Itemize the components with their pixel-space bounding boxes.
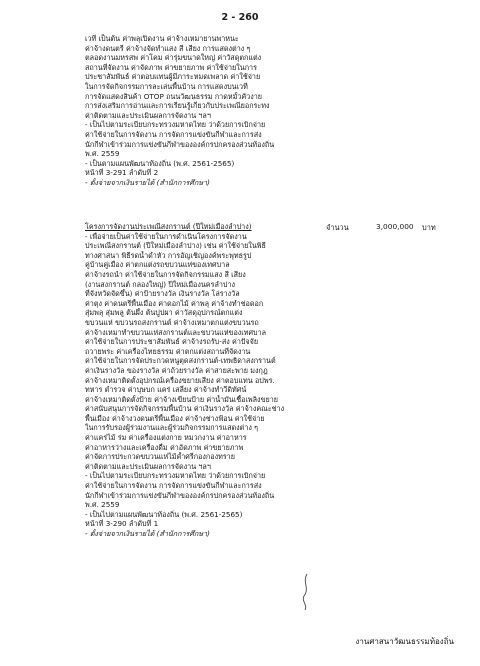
text-line: ค่าใช้จ่ายในการจัดงาน การจัดการแข่งขันกีฬาและการส่ง xyxy=(85,129,262,139)
amount-unit: บาท xyxy=(422,223,436,232)
text-line: - เป็นตามแผนพัฒนาท้องถิ่น (พ.ศ. 2561-2565) xyxy=(85,158,235,168)
signature-mark xyxy=(298,572,312,612)
text-line: ค่าจ้างเหมาติดตั้งอุปกรณ์เครื่องขยายเสียง ค่าตอบแทน อปพร. xyxy=(85,375,275,385)
text-line: คู่บ้านคู่เมือง ค่าตกแต่งรถขบวนแห่ของเทศบาล xyxy=(85,260,230,270)
text-line: สถานที่จัดงาน ค่าจัดภาพ ค่าขยายภาพ ค่าใช้จ่ายในการ xyxy=(85,62,257,72)
text-line: ค่าอาหารว่างและเครื่องดื่ม ค่าอัดภาพ ค่าขยายภาพ xyxy=(85,442,244,452)
text-line: สุ่มพลุ สุ่มพลู ต้นผึ้ง ต้นปูปผา ค่าวัสดุอุปกรณ์ตกแต่ง xyxy=(85,308,243,318)
text-line: นักกีฬาเข้าร่วมการแข่งขันกีฬาขององค์กรปกครองส่วนท้องถิ่น xyxy=(85,139,275,149)
text-line: พื้นเมือง ค่าจ้างวงดนตรีพื้นเมือง ค่าจ้างช่างฟ้อน ค่าใช้จ่าย xyxy=(85,413,265,423)
text-line: ประเพณีสงกรานต์ (ปีใหม่เมืองลำปาง) เช่น ค่าใช้จ่ายในพิธี xyxy=(85,241,266,251)
budget-item-songkran xyxy=(85,222,307,539)
text-line: ค่าเงินรางวัล ของรางวัล ค่าถ้วยรางวัล ค่าสายสะพาย มงกุฎ xyxy=(85,365,268,375)
text-line: ค่าตุง ค่าดนตรีพื้นเมือง ค่าดอกไม้ ค่าพลุ ค่าจ้างทำช่อดอก xyxy=(85,298,264,308)
text-line: นักกีฬาเข้าร่วมการแข่งขันกีฬาขององค์กรปกครองส่วนท้องถิ่น xyxy=(85,490,275,500)
text-line: การส่งเสริมการอ่านและการเรียนรู้เกี่ยวกับประเพณียอกระทง xyxy=(85,101,270,111)
project-title: โครงการจัดงานประเพณีสงกรานต์ (ปีใหม่เมืองลำปาง) xyxy=(85,222,252,231)
text-line: - เป็นไปตามระเบียบกระทรวงมหาดไทย ว่าด้วยการเบิกจ่าย xyxy=(85,471,266,481)
text-line: ค่าจ้างดนตรี ค่าจ้างจัดทำแสง สี เสียง การแสดงต่าง ๆ xyxy=(85,43,251,53)
text-line: ค่าจ้างเหมาทำขบวนแห่สงกรานต์และขบวนแห่ของเทศบาล xyxy=(85,327,267,337)
text-line: (งานสงกรานต์ กลองใหญ่) ปีใหม่เมืองนครลำปาง xyxy=(85,279,236,289)
text-line: - ตั้งจ่ายจากเงินรายได้ (สำนักการศึกษา) xyxy=(85,177,210,187)
text-line: การจัดแสดงสินค้า OTOP ถนนวัฒนธรรม กาดหมั้วคัวงาย xyxy=(85,91,262,101)
text-line: ที่จังหวัดจัดขึ้น) ค่าป้ายรางวัล เงินรางวัล โล่รางวัล xyxy=(85,289,240,299)
text-line: ทหาร ตำรวจ ค่าบุษบก แคร่ เสลี่ยง ค่าจ้างทำวีดิทัศน์ xyxy=(85,385,247,395)
text-line: - เป็นไปตามแผนพัฒนาท้องถิ่น (พ.ศ. 2561-2565) xyxy=(85,509,243,519)
text-line: - เป็นไปตามระเบียบกระทรวงมหาดไทย ว่าด้วยการเบิกจ่าย xyxy=(85,120,266,130)
text-line: ค่าใช้จ่ายในการประชาสัมพันธ์ ค่าจ้างรถรับ-ส่ง ค่าปัจจัย xyxy=(85,337,259,347)
text-line: หน้าที่ 3-291 ลำดับที่ 2 xyxy=(85,168,159,178)
text-line: พ.ศ. 2559 xyxy=(85,149,120,159)
amount-label: จำนวน xyxy=(326,223,349,232)
text-line: ค่าจ้างเหมาติดตั้งป้าย ค่าจ้างเขียนป้าย ค่าน้ำมันเชื้อเพลิงขยาย xyxy=(85,394,278,404)
text-line: ค่าจ้างรถนำ ค่าใช้จ่ายในการจัดกิจกรรมแสง สี เสียง xyxy=(85,269,246,279)
text-line: ค่าติดตามและประเมินผลการจัดงาน ฯลฯ xyxy=(85,110,211,120)
text-line: - เพื่อจ่ายเป็นค่าใช้จ่ายในการดำเนินโครงการจัดงาน xyxy=(85,231,247,241)
text-line: ค่าติดตามและประเมินผลการจัดงาน ฯลฯ xyxy=(85,461,211,471)
text-line: หน้าที่ 3-290 ลำดับที่ 1 xyxy=(85,519,159,529)
page-number: 2 - 260 xyxy=(221,12,259,23)
text-line: ค่าสนับสนุนการจัดกิจกรรมพื้นบ้าน ค่าเงินรางวัล ค่าจ้างคณะช่าง xyxy=(85,404,285,414)
amount-value: 3,000,000 xyxy=(376,222,414,231)
budget-item-previous xyxy=(85,34,307,188)
text-line: ค่าใช้จ่ายในการจัดประกวดหนูตุดสงกรานต์-เทพธิดาสงกรานต์ xyxy=(85,356,276,366)
text-line: ค่าใช้จ่ายในการจัดงาน การจัดการแข่งขันกีฬาและการส่ง xyxy=(85,481,262,491)
text-line: ประชาสัมพันธ์ ค่าตอบแทนผู้มีภาระหมดเพลาด ค่าใช้จ่าย xyxy=(85,72,261,82)
text-line: ค่าจัดการประกวดขบวนแห่ไม้ค้ำศรีกองกองทราย xyxy=(85,452,235,462)
text-line: พ.ศ. 2559 xyxy=(85,500,120,510)
text-line: - ตั้งจ่ายจากเงินรายได้ (สำนักการศึกษา) xyxy=(85,529,210,538)
text-line: ตลอดงานมหรสพ ค่าโคม ค่ารุ่มขนาดใหญ่ ค่าวัสดุตกแต่ง xyxy=(85,53,262,63)
text-line: ค่าแคร่ไม้ ร่ม ค่าเครื่องแต่งกาย หมวกงาน ค่าอาหาร xyxy=(85,433,247,443)
text-line: ในการจัดกิจกรรมการละเล่นพื้นบ้าน การแสดงบนเวที xyxy=(85,81,248,91)
text-line: เวที เป็นต้น ค่าพลุเปิดงาน ค่าจ้างเหมายานพาหนะ xyxy=(85,34,239,43)
text-line: ทางศาสนา พิธีรดน้ำดำหัว การอัญเชิญองค์พระพุทธรูป xyxy=(85,250,252,260)
department-footer: งานศาสนาวัฒนธรรมท้องถิ่น xyxy=(355,637,454,646)
text-line: ถวายพระ ค่าเครื่องไทยธรรม ค่าตกแต่งสถานที่จัดงาน xyxy=(85,346,251,356)
text-line: ขบวนแห่ ขบวนรถสงกรานต์ ค่าจ้างเหมาตกแต่งขบวนรถ xyxy=(85,317,259,327)
text-line: ในการรับรองผู้ร่วมงานและผู้ร่วมกิจกรรมการแสดงต่าง ๆ xyxy=(85,423,259,433)
